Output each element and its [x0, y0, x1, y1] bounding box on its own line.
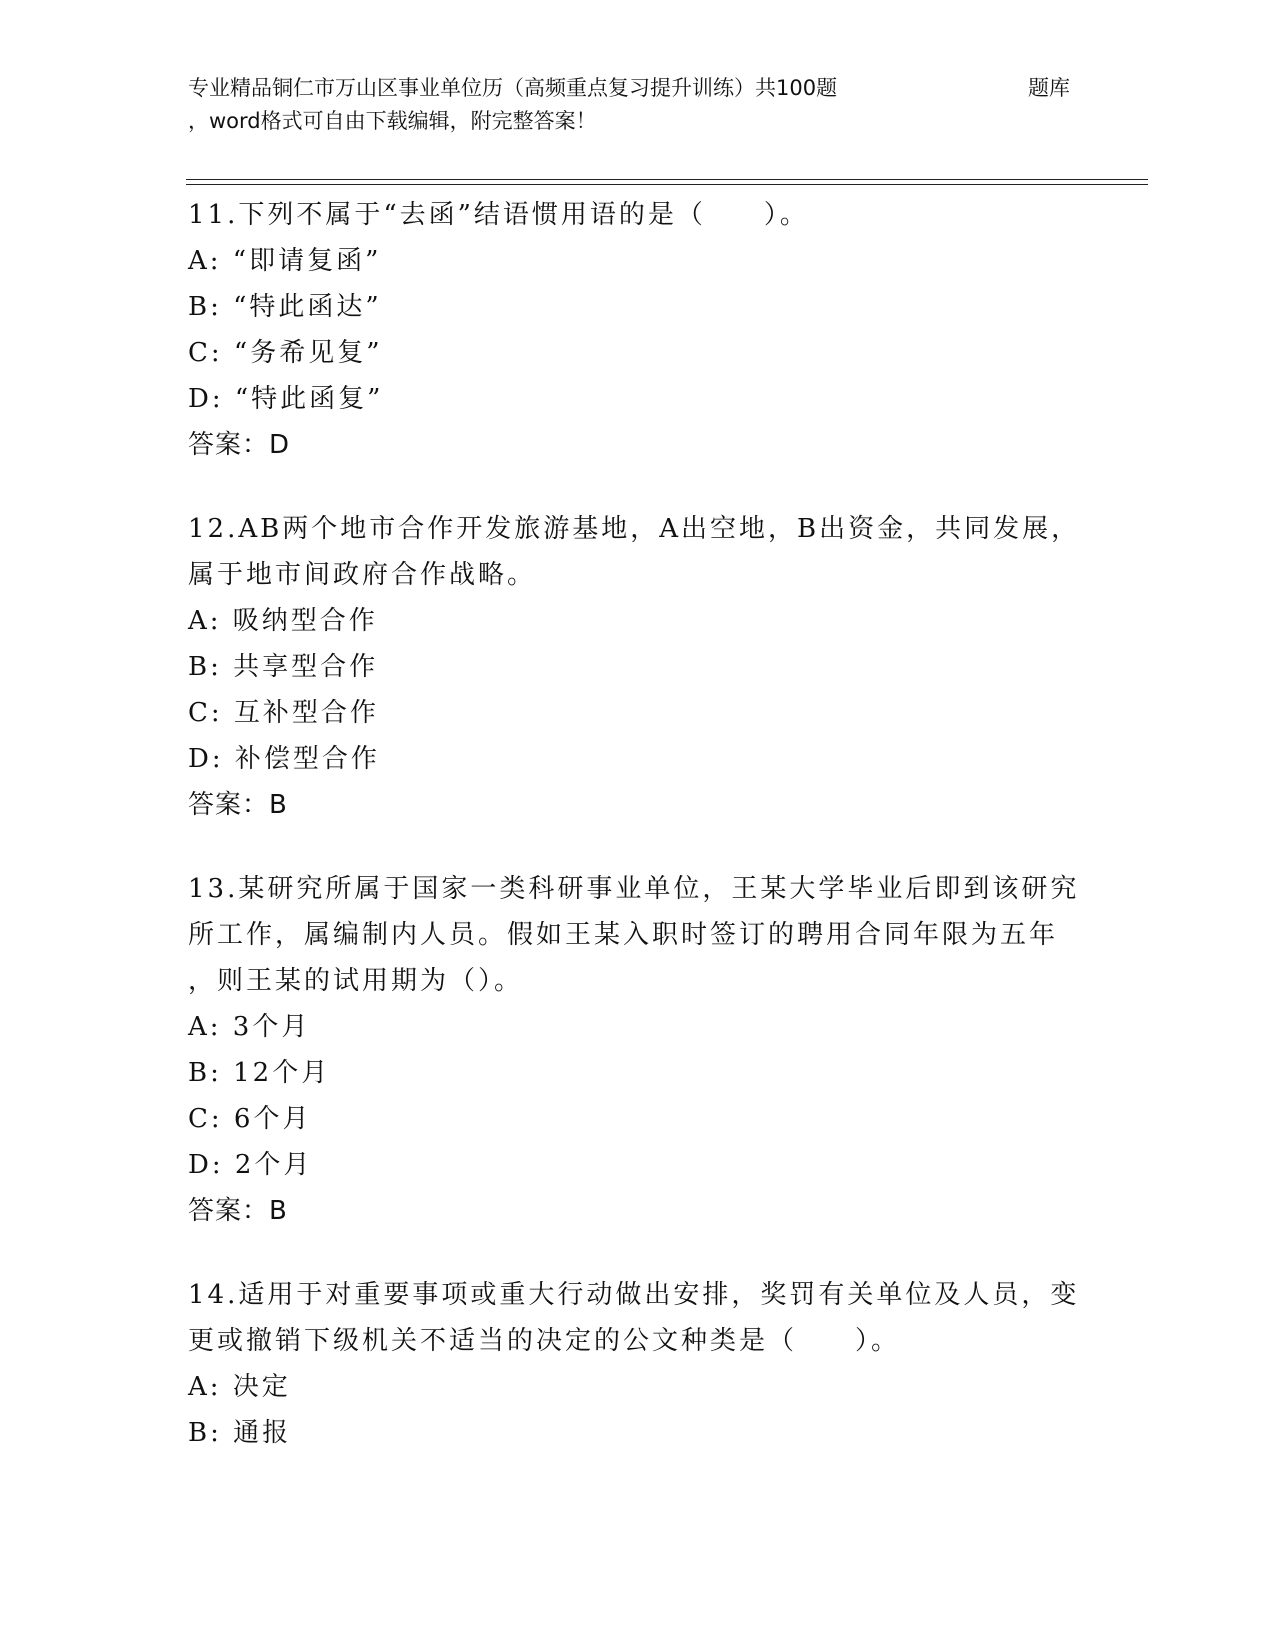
question-stem-line: 11.下列不属于“去函”结语惯用语的是（ ）。 — [188, 200, 809, 230]
question-stem-line: ，则王某的试用期为（）。 — [188, 966, 524, 996]
option-b: B: 通报 — [188, 1418, 292, 1448]
question-13 — [188, 866, 1088, 1234]
option-a: A: “即请复函” — [188, 246, 382, 276]
answer: 答案：B — [188, 1196, 288, 1226]
header-tag: 题库 — [1028, 76, 1070, 100]
option-b: B: 共享型合作 — [188, 652, 379, 682]
question-stem-line: 14.适用于对重要事项或重大行动做出安排，奖罚有关单位及人员，变 — [188, 1280, 1080, 1310]
header-divider-top — [186, 179, 1148, 180]
option-c: C: 6个月 — [188, 1104, 312, 1134]
option-c: C: 互补型合作 — [188, 698, 379, 728]
question-stem-line: 属于地市间政府合作战略。 — [188, 560, 537, 590]
header-divider-bottom — [186, 184, 1148, 185]
answer: 答案：B — [188, 790, 288, 820]
question-11 — [188, 192, 1088, 468]
question-list — [188, 192, 1088, 1494]
header-subtitle: ，word格式可自由下载编辑，附完整答案！ — [188, 109, 597, 133]
question-stem-line: 更或撤销下级机关不适当的决定的公文种类是（ ）。 — [188, 1326, 901, 1356]
question-14 — [188, 1272, 1088, 1456]
option-b: B: 12个月 — [188, 1058, 331, 1088]
option-a: A: 3个月 — [188, 1012, 311, 1042]
option-c: C: “务希见复” — [188, 338, 383, 368]
header-title-line — [188, 72, 1108, 105]
option-d: D: “特此函复” — [188, 384, 384, 414]
question-12 — [188, 506, 1088, 828]
question-stem-line: 13.某研究所属于国家一类科研事业单位，王某大学毕业后即到该研究 — [188, 874, 1080, 904]
question-stem-line: 所工作，属编制内人员。假如王某入职时签订的聘用合同年限为五年 — [188, 920, 1059, 950]
option-d: D: 补偿型合作 — [188, 744, 380, 774]
answer: 答案：D — [188, 430, 291, 460]
option-a: A: 吸纳型合作 — [188, 606, 378, 636]
header-title: 专业精品铜仁市万山区事业单位历（高频重点复习提升训练）共100题 — [188, 76, 838, 100]
document-header — [188, 72, 1108, 138]
option-a: A: 决定 — [188, 1372, 291, 1402]
option-b: B: “特此函达” — [188, 292, 382, 322]
question-stem-line: 12.AB两个地市合作开发旅游基地，A出空地，B出资金，共同发展， — [188, 514, 1081, 544]
option-d: D: 2个月 — [188, 1150, 313, 1180]
